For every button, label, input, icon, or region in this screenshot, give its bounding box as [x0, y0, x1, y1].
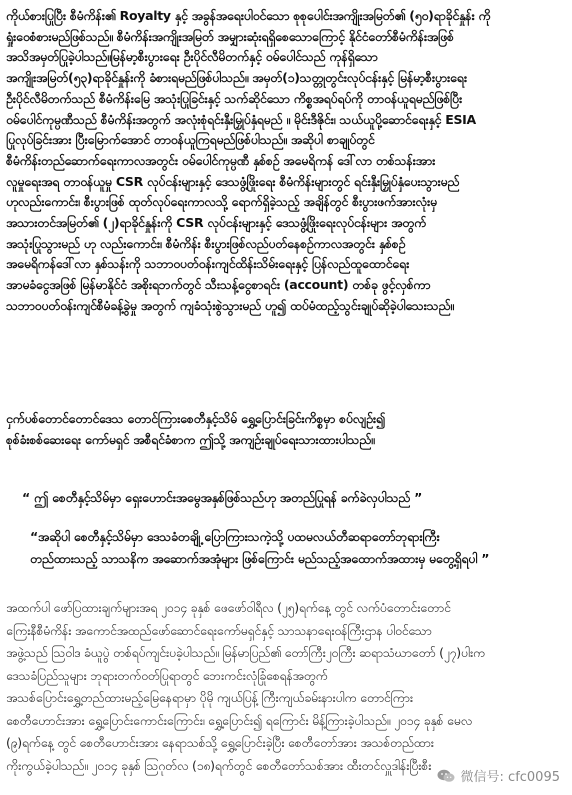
- text-line: သဘာဝပတ်ဝန်းကျင်စီမံခန့်ခွဲမှု အတွက် ကျခံသုံးစွဲသွားမည် ဟူ၍ ထပ်မံထည့်သွင်းချုပ်ဆိုခဲ့ပါသေးသည်။: [6, 297, 454, 313]
- text-line: ဒေသခံပြည်သူများ ဘုရားတက်ဝတ်ပြုရာတွင် ဘေးကင်းလုံခြုံစေရန်အတွက်: [6, 667, 328, 683]
- text-line: ဝမ်ပေါင်ကုမ္ပဏီသည် စီမံကိန်းအတွက် အလုံးစုံရင်းနှီးမြှုပ်နှံရမည် ။ မိုင်းဒီဇိုင်း၊ သယ်ယူပို့ဆောင်ရေးနှင့် ESIA: [6, 111, 476, 127]
- text-line: ပြုလုပ်ခြင်းအား ပြီးမြောက်အောင် တာဝန်ယူကြရမည်ဖြစ်ပါသည်။ အဆိုပါ စာချုပ်တွင်: [6, 132, 375, 148]
- text-line: စုစ်ခံးစစ်ဆေးရေး ကော်မရှင် အစီရင်ခံစာက ဤသို့ အကျဉ်းချုပ်ရေးသားထားပါသည်။: [6, 431, 375, 447]
- text-line: ကိုးကွယ်ခဲ့ပါသည်။ ၂၀၁၄ ခုနှစ် ဩဂုတ်လ (၁၈)ရက်တွင် စေတီတော်သစ်အား ထီးတင်လှူဒါန်းပြီးစီး: [6, 757, 432, 773]
- text-line: အသုံးပြုသွားမည် ဟု လည်းကောင်း၊ စီမံကိန်း စီးပွားဖြစ်လည်ပတ်နေစဉ်ကာလအတွင်း နှစ်စဉ်: [6, 235, 406, 251]
- text-line: အကျိုးအမြတ်(၅၃)ရာခိုင်နှုန်းကို ခံစားရမည်ဖြစ်ပါသည်။ အမှတ်(၁)သတ္တုတွင်းလုပ်ငန်းနှင့် မြန်မာ့စီးပွားရေး: [6, 70, 467, 86]
- quote-line: တည်ထားသည့် သာသနိက အဆောက်အအုံများ ဖြစ်ကြောင်း မည်သည့်အထောက်အထားမှ မတွေ့ရှိရပါ ”: [30, 551, 490, 566]
- watermark-label: 微信号: cfc0095: [460, 770, 560, 785]
- text-line: စေတီဟောင်းအား ရွှေ့ပြောင်းကောင်းကြောင်း၊ ရွှေ့ပြောင်း၍ ရကြောင်း မိန့်ကြားခဲ့ပါသည်။ ၂၀၁၄ ခုနှစ် မေလ: [6, 712, 473, 728]
- text-line: ငှက်ပစ်တောင်တောင်ဒေသ တောင်ကြားစေတီနှင့်သိမ် ရွှေ့ပြောင်းခြင်းကိစ္စမှာ စပ်လျဉ်း၍: [6, 411, 385, 426]
- text-line: ဟုလည်းကောင်း၊ စီးပွားဖြစ် ထုတ်လုပ်ရေးကာလသို့ ရောက်ရှိခဲ့သည့် အချိန်တွင် စီးပွားဖက်အားလုံးမှ: [6, 194, 437, 210]
- text-line: အသစ်ပြောင်းရွှေ့တည်ထားမည့်မြေနေရာမှာ ပိုမို ကျယ်ပြန့် ကြီးကျယ်ခမ်းနားပါက တောင်ကြား: [6, 690, 413, 705]
- text-line: အသိအမှတ်ပြုခဲ့ပါသည်။မြန်မာ့စီးပွားရေး ဦးပိုင်လီမိတက်နှင့် ဝမ်ပေါင်သည် ကုန်ရှိသော: [6, 49, 378, 65]
- text-line: အဖွဲ့သည် ဩဝါဒ ခံယူပွဲ တစ်ရပ်ကျင်းပခဲ့ပါသည်။ မြန်မာပြည်၏ တော်ကြီး၂ဝကြီး ဆရာသံဃာတော် (၂၇)ပါးက: [6, 645, 485, 660]
- paragraph-relocation-events: [6, 597, 566, 777]
- quote-line: “ ဤ စေတီနှင့်သိမ်မှာ ရှေးဟောင်းအမွေအနှစ်ဖြစ်သည်ဟု အတည်ပြုရန် ခက်ခဲလှပါသည် ”: [22, 490, 422, 505]
- quote-heritage: [22, 490, 562, 509]
- wechat-watermark: [433, 764, 564, 787]
- quote-line: “အဆိုပါ စေတီနှင့်သိမ်မှာ ဒေသခံတချို့ ပြောကြားသကဲ့သို့ ပထမလယ်တီဆရာတော်ဘုရားကြီး: [30, 529, 440, 544]
- quote-commission-finding: [30, 526, 564, 570]
- text-line: လူမှုရေးအရ တာဝန်ယူမှု CSR လုပ်ငန်းများနှင့် ဒေသဖွံ့ဖြိုးရေး စီမံကိန်းများတွင် ရင်းနှီးမြှုပ်နှံပေးသွားမည်: [6, 173, 460, 189]
- text-line: စီမံကိန်းတည်ဆောက်ရေးကာလအတွင်း ဝမ်ပေါင်ကုမ္ပဏီ နှစ်စဉ် အမေရိကန် ဒေါ်လာ တစ်သန်းအား: [6, 152, 436, 168]
- text-line: ရှုံးဝေစံစားမည်ဖြစ်သည်။ စီမံကိန်းအကျိုးအမြတ် အမျှားဆုံးရရှိစေသောကြောင့် နိုင်ငံတော်စီမံကိန်းအဖြစ်: [6, 28, 454, 44]
- text-line: အမေရိကန်ဒေါ်လာ နှစ်သန်းကို သဘာဝပတ်ဝန်းကျင်ထိန်းသိမ်းရေးနှင့် ပြန်လည်ထူထောင်ရေး: [6, 256, 410, 272]
- text-line: အာမခံငွေအဖြစ် မြန်မာနိုင်ငံ အစိုးရဘက်တွင် သီးသန့်ငွေစာရင်း (account) တစ်ခု ဖွင့်လှစ်ကာ: [6, 277, 431, 293]
- text-line: အထက်ပါ ဖော်ပြထားချက်များအရ ၂၀၁၄ ခုနှစ် ဖေဖော်ဝါရီလ (၂၅)ရက်နေ့ တွင် လက်ပံတောင်းတောင်: [6, 600, 451, 615]
- text-line: ကိုယ်စားပြုပြီး စီမံကိန်း၏ Royalty နှင့် အခွန်အရေးပါဝင်သော စုစုပေါင်းအကျိုးအမြတ်၏ (၅၀)ရာခိုင်နှုန်း ကို: [6, 8, 491, 23]
- text-line: ကြေးနီစီမံကိန်း အကောင်အထည်ဖော်ဆောင်ရေးကော်မရှင်နှင့် သာသနာရေးဝန်ကြီးဌာန ပါဝင်သော: [6, 622, 432, 638]
- paragraph-pagoda-relocation: [6, 409, 566, 450]
- paragraph-royalty-agreement: [6, 6, 566, 317]
- wechat-icon: [437, 769, 455, 783]
- text-line: အသားတင်အမြတ်၏ (၂)ရာခိုင်နှုန်းကို CSR လုပ်ငန်းများနှင့် ဒေသဖွံ့ဖြိုးရေးလုပ်ငန်းများ အတွက်: [6, 215, 427, 231]
- text-line: ဦးပိုင်လီမိတက်သည် စီမံကိန်းမြေ အသုံးပြုခြင်းနှင့် သက်ဆိုင်သော ကိစ္စအရပ်ရပ်ကို တာဝန်ယူရမည်ဖြစ်ပြီး: [6, 90, 463, 106]
- text-line: (၉)ရက်နေ့ တွင် စေတီဟောင်းအား နေရာသစ်သို့ ရွှေ့ပြောင်းခဲ့ပြီး စေတီတော်အား အသစ်တည်ထား: [6, 735, 434, 750]
